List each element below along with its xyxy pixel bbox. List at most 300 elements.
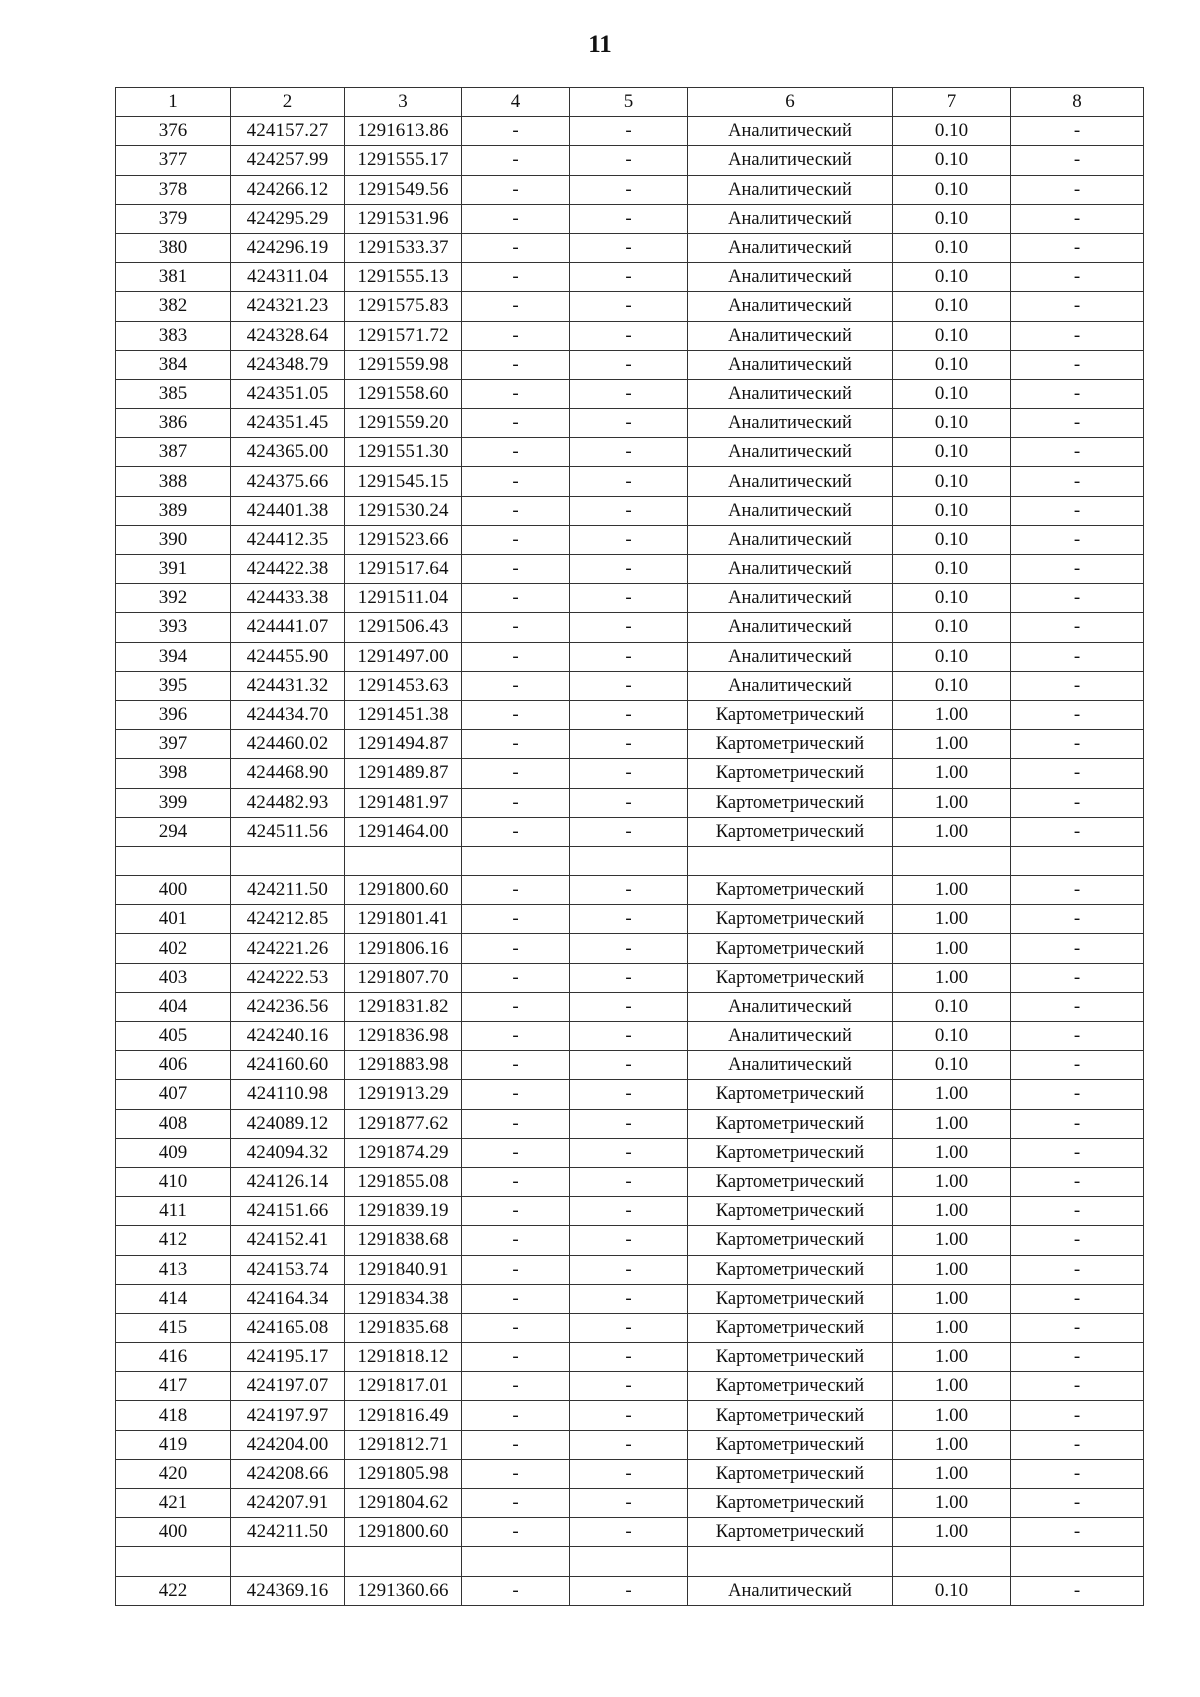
accuracy-cell: 1.00	[893, 759, 1011, 788]
column-8-cell: -	[1011, 438, 1144, 467]
table-row	[116, 1226, 1144, 1255]
accuracy-cell: 0.10	[893, 233, 1011, 262]
y-coordinate-cell: 1291530.24	[345, 496, 462, 525]
column-8-cell: -	[1011, 992, 1144, 1021]
y-coordinate-cell: 1291804.62	[345, 1489, 462, 1518]
column-4-cell: -	[462, 817, 570, 846]
column-5-cell: -	[570, 233, 688, 262]
column-8-cell: -	[1011, 263, 1144, 292]
accuracy-cell: 0.10	[893, 467, 1011, 496]
column-8-cell: -	[1011, 700, 1144, 729]
column-4-cell: -	[462, 233, 570, 262]
column-header-7: 7	[893, 88, 1011, 117]
point-number-cell: 381	[116, 263, 231, 292]
x-coordinate-cell: 424433.38	[231, 584, 345, 613]
column-5-cell: -	[570, 730, 688, 759]
table-row	[116, 117, 1144, 146]
table-row	[116, 1284, 1144, 1313]
x-coordinate-cell: 424240.16	[231, 1022, 345, 1051]
column-5-cell: -	[570, 525, 688, 554]
y-coordinate-cell: 1291834.38	[345, 1284, 462, 1313]
method-cell: Картометрический	[688, 759, 893, 788]
accuracy-cell: 1.00	[893, 1343, 1011, 1372]
table-row	[116, 1343, 1144, 1372]
point-number-cell: 405	[116, 1022, 231, 1051]
column-8-cell: -	[1011, 1401, 1144, 1430]
column-4-cell: -	[462, 204, 570, 233]
x-coordinate-cell: 424482.93	[231, 788, 345, 817]
column-4-cell: -	[462, 963, 570, 992]
table-row	[116, 992, 1144, 1021]
y-coordinate-cell: 1291818.12	[345, 1343, 462, 1372]
method-cell: Картометрический	[688, 1226, 893, 1255]
x-coordinate-cell: 424126.14	[231, 1167, 345, 1196]
column-8-cell: -	[1011, 525, 1144, 554]
accuracy-cell: 1.00	[893, 1226, 1011, 1255]
column-4-cell: -	[462, 1255, 570, 1284]
column-4-cell: -	[462, 1343, 570, 1372]
table-row	[116, 934, 1144, 963]
column-8-cell: -	[1011, 117, 1144, 146]
method-cell: Картометрический	[688, 876, 893, 905]
y-coordinate-cell: 1291806.16	[345, 934, 462, 963]
accuracy-cell: 0.10	[893, 992, 1011, 1021]
table-row	[116, 350, 1144, 379]
column-5-cell	[570, 1547, 688, 1576]
y-coordinate-cell: 1291517.64	[345, 555, 462, 584]
column-4-cell: -	[462, 1138, 570, 1167]
y-coordinate-cell: 1291555.13	[345, 263, 462, 292]
x-coordinate-cell: 424422.38	[231, 555, 345, 584]
x-coordinate-cell: 424089.12	[231, 1109, 345, 1138]
accuracy-cell: 1.00	[893, 1080, 1011, 1109]
column-8-cell: -	[1011, 642, 1144, 671]
column-8-cell: -	[1011, 584, 1144, 613]
table-row	[116, 1255, 1144, 1284]
y-coordinate-cell: 1291559.98	[345, 350, 462, 379]
table-row	[116, 1138, 1144, 1167]
y-coordinate-cell: 1291812.71	[345, 1430, 462, 1459]
method-cell: Аналитический	[688, 525, 893, 554]
column-5-cell: -	[570, 117, 688, 146]
column-header-8: 8	[1011, 88, 1144, 117]
y-coordinate-cell: 1291558.60	[345, 379, 462, 408]
method-cell: Аналитический	[688, 233, 893, 262]
column-4-cell: -	[462, 1167, 570, 1196]
column-4-cell: -	[462, 321, 570, 350]
table-row	[116, 700, 1144, 729]
table-row	[116, 1313, 1144, 1342]
column-header-5: 5	[570, 88, 688, 117]
column-5-cell: -	[570, 321, 688, 350]
point-number-cell: 379	[116, 204, 231, 233]
x-coordinate-cell: 424152.41	[231, 1226, 345, 1255]
x-coordinate-cell: 424211.50	[231, 1518, 345, 1547]
table-row	[116, 584, 1144, 613]
table-row	[116, 1518, 1144, 1547]
column-5-cell: -	[570, 642, 688, 671]
column-8-cell: -	[1011, 233, 1144, 262]
x-coordinate-cell: 424204.00	[231, 1430, 345, 1459]
point-number-cell: 412	[116, 1226, 231, 1255]
method-cell: Картометрический	[688, 905, 893, 934]
method-cell: Картометрический	[688, 1313, 893, 1342]
table-row	[116, 467, 1144, 496]
accuracy-cell: 0.10	[893, 671, 1011, 700]
point-number-cell: 400	[116, 1518, 231, 1547]
method-cell: Аналитический	[688, 321, 893, 350]
column-8-cell: -	[1011, 963, 1144, 992]
column-8-cell: -	[1011, 876, 1144, 905]
column-5-cell: -	[570, 1197, 688, 1226]
x-coordinate-cell: 424511.56	[231, 817, 345, 846]
table-row	[116, 963, 1144, 992]
table-row	[116, 905, 1144, 934]
column-8-cell: -	[1011, 613, 1144, 642]
column-5-cell	[570, 846, 688, 875]
separator-row	[116, 1547, 1144, 1576]
accuracy-cell: 0.10	[893, 555, 1011, 584]
method-cell: Картометрический	[688, 1489, 893, 1518]
column-5-cell: -	[570, 175, 688, 204]
column-5-cell: -	[570, 1226, 688, 1255]
column-5-cell: -	[570, 409, 688, 438]
accuracy-cell: 0.10	[893, 1022, 1011, 1051]
column-5-cell: -	[570, 146, 688, 175]
column-4-cell: -	[462, 1109, 570, 1138]
column-8-cell: -	[1011, 730, 1144, 759]
point-number-cell: 395	[116, 671, 231, 700]
column-4-cell: -	[462, 992, 570, 1021]
method-cell	[688, 1547, 893, 1576]
y-coordinate-cell	[345, 1547, 462, 1576]
x-coordinate-cell: 424157.27	[231, 117, 345, 146]
point-number-cell: 407	[116, 1080, 231, 1109]
column-4-cell: -	[462, 1051, 570, 1080]
y-coordinate-cell: 1291874.29	[345, 1138, 462, 1167]
header-row	[116, 88, 1144, 117]
column-4-cell: -	[462, 1401, 570, 1430]
y-coordinate-cell: 1291816.49	[345, 1401, 462, 1430]
column-header-3: 3	[345, 88, 462, 117]
method-cell: Аналитический	[688, 642, 893, 671]
method-cell: Аналитический	[688, 438, 893, 467]
column-8-cell: -	[1011, 350, 1144, 379]
y-coordinate-cell: 1291497.00	[345, 642, 462, 671]
column-4-cell: -	[462, 467, 570, 496]
column-4-cell: -	[462, 1430, 570, 1459]
y-coordinate-cell: 1291840.91	[345, 1255, 462, 1284]
x-coordinate-cell: 424160.60	[231, 1051, 345, 1080]
column-5-cell: -	[570, 1343, 688, 1372]
x-coordinate-cell: 424208.66	[231, 1459, 345, 1488]
column-5-cell: -	[570, 1372, 688, 1401]
column-4-cell: -	[462, 642, 570, 671]
column-5-cell: -	[570, 1313, 688, 1342]
column-4-cell: -	[462, 730, 570, 759]
point-number-cell: 408	[116, 1109, 231, 1138]
column-4-cell: -	[462, 613, 570, 642]
column-8-cell: -	[1011, 1372, 1144, 1401]
column-4-cell: -	[462, 788, 570, 817]
accuracy-cell: 1.00	[893, 1401, 1011, 1430]
table-row	[116, 1167, 1144, 1196]
column-5-cell: -	[570, 496, 688, 525]
point-number-cell: 391	[116, 555, 231, 584]
table-row	[116, 379, 1144, 408]
accuracy-cell: 0.10	[893, 350, 1011, 379]
column-4-cell: -	[462, 1022, 570, 1051]
column-4-cell: -	[462, 175, 570, 204]
accuracy-cell: 1.00	[893, 1313, 1011, 1342]
x-coordinate-cell: 424434.70	[231, 700, 345, 729]
table-row	[116, 1080, 1144, 1109]
method-cell: Аналитический	[688, 146, 893, 175]
accuracy-cell: 1.00	[893, 1489, 1011, 1518]
accuracy-cell: 1.00	[893, 730, 1011, 759]
x-coordinate-cell: 424195.17	[231, 1343, 345, 1372]
x-coordinate-cell: 424296.19	[231, 233, 345, 262]
table-row	[116, 1576, 1144, 1605]
accuracy-cell: 0.10	[893, 613, 1011, 642]
table-row	[116, 1372, 1144, 1401]
y-coordinate-cell: 1291559.20	[345, 409, 462, 438]
y-coordinate-cell: 1291533.37	[345, 233, 462, 262]
table-row	[116, 642, 1144, 671]
column-8-cell: -	[1011, 1255, 1144, 1284]
y-coordinate-cell: 1291839.19	[345, 1197, 462, 1226]
y-coordinate-cell: 1291913.29	[345, 1080, 462, 1109]
column-4-cell: -	[462, 496, 570, 525]
column-4-cell: -	[462, 350, 570, 379]
table-row	[116, 817, 1144, 846]
method-cell: Аналитический	[688, 263, 893, 292]
x-coordinate-cell: 424311.04	[231, 263, 345, 292]
column-8-cell: -	[1011, 1197, 1144, 1226]
x-coordinate-cell: 424110.98	[231, 1080, 345, 1109]
column-8-cell: -	[1011, 1109, 1144, 1138]
y-coordinate-cell: 1291800.60	[345, 1518, 462, 1547]
accuracy-cell: 0.10	[893, 1051, 1011, 1080]
method-cell: Картометрический	[688, 817, 893, 846]
accuracy-cell: 0.10	[893, 496, 1011, 525]
column-5-cell: -	[570, 759, 688, 788]
point-number-cell: 414	[116, 1284, 231, 1313]
accuracy-cell: 1.00	[893, 1459, 1011, 1488]
column-4-cell: -	[462, 1372, 570, 1401]
table-row	[116, 525, 1144, 554]
accuracy-cell: 1.00	[893, 1197, 1011, 1226]
method-cell: Картометрический	[688, 788, 893, 817]
column-4-cell: -	[462, 1459, 570, 1488]
column-4-cell: -	[462, 1226, 570, 1255]
column-8-cell: -	[1011, 1343, 1144, 1372]
point-number-cell: 421	[116, 1489, 231, 1518]
method-cell: Аналитический	[688, 613, 893, 642]
accuracy-cell: 0.10	[893, 642, 1011, 671]
column-5-cell: -	[570, 1576, 688, 1605]
accuracy-cell: 1.00	[893, 1109, 1011, 1138]
point-number-cell: 393	[116, 613, 231, 642]
y-coordinate-cell: 1291831.82	[345, 992, 462, 1021]
column-5-cell: -	[570, 292, 688, 321]
column-8-cell: -	[1011, 1022, 1144, 1051]
table-row	[116, 671, 1144, 700]
table-row	[116, 321, 1144, 350]
point-number-cell: 409	[116, 1138, 231, 1167]
column-4-cell: -	[462, 1080, 570, 1109]
point-number-cell: 418	[116, 1401, 231, 1430]
point-number-cell: 377	[116, 146, 231, 175]
accuracy-cell: 1.00	[893, 876, 1011, 905]
x-coordinate-cell: 424151.66	[231, 1197, 345, 1226]
column-4-cell: -	[462, 671, 570, 700]
point-number-cell: 401	[116, 905, 231, 934]
method-cell: Картометрический	[688, 1138, 893, 1167]
x-coordinate-cell: 424460.02	[231, 730, 345, 759]
column-4-cell: -	[462, 146, 570, 175]
accuracy-cell: 0.10	[893, 175, 1011, 204]
column-header-4: 4	[462, 88, 570, 117]
accuracy-cell: 1.00	[893, 788, 1011, 817]
method-cell: Аналитический	[688, 467, 893, 496]
x-coordinate-cell: 424236.56	[231, 992, 345, 1021]
table-row	[116, 409, 1144, 438]
point-number-cell: 384	[116, 350, 231, 379]
point-number-cell: 420	[116, 1459, 231, 1488]
column-4-cell: -	[462, 525, 570, 554]
accuracy-cell: 1.00	[893, 1138, 1011, 1167]
y-coordinate-cell: 1291817.01	[345, 1372, 462, 1401]
x-coordinate-cell: 424221.26	[231, 934, 345, 963]
column-5-cell: -	[570, 934, 688, 963]
table-row	[116, 876, 1144, 905]
point-number-cell: 410	[116, 1167, 231, 1196]
column-5-cell: -	[570, 438, 688, 467]
accuracy-cell: 1.00	[893, 1430, 1011, 1459]
column-5-cell: -	[570, 817, 688, 846]
column-8-cell: -	[1011, 555, 1144, 584]
separator-row	[116, 846, 1144, 875]
method-cell: Картометрический	[688, 1518, 893, 1547]
point-number-cell	[116, 1547, 231, 1576]
column-8-cell: -	[1011, 1080, 1144, 1109]
point-number-cell: 411	[116, 1197, 231, 1226]
column-8-cell: -	[1011, 467, 1144, 496]
accuracy-cell: 0.10	[893, 584, 1011, 613]
method-cell: Аналитический	[688, 992, 893, 1021]
column-5-cell: -	[570, 204, 688, 233]
point-number-cell: 397	[116, 730, 231, 759]
column-4-cell: -	[462, 1518, 570, 1547]
column-5-cell: -	[570, 1401, 688, 1430]
column-5-cell: -	[570, 905, 688, 934]
point-number-cell: 387	[116, 438, 231, 467]
point-number-cell: 403	[116, 963, 231, 992]
column-8-cell: -	[1011, 496, 1144, 525]
x-coordinate-cell	[231, 846, 345, 875]
column-8-cell: -	[1011, 1459, 1144, 1488]
x-coordinate-cell: 424164.34	[231, 1284, 345, 1313]
x-coordinate-cell: 424375.66	[231, 467, 345, 496]
method-cell: Картометрический	[688, 1284, 893, 1313]
x-coordinate-cell: 424369.16	[231, 1576, 345, 1605]
column-4-cell: -	[462, 555, 570, 584]
accuracy-cell	[893, 846, 1011, 875]
y-coordinate-cell: 1291800.60	[345, 876, 462, 905]
point-number-cell: 398	[116, 759, 231, 788]
point-number-cell: 376	[116, 117, 231, 146]
column-8-cell: -	[1011, 175, 1144, 204]
method-cell: Аналитический	[688, 1022, 893, 1051]
point-number-cell: 400	[116, 876, 231, 905]
point-number-cell: 416	[116, 1343, 231, 1372]
method-cell: Аналитический	[688, 1576, 893, 1605]
table-row	[116, 1022, 1144, 1051]
x-coordinate-cell: 424165.08	[231, 1313, 345, 1342]
y-coordinate-cell: 1291494.87	[345, 730, 462, 759]
column-5-cell: -	[570, 1518, 688, 1547]
x-coordinate-cell: 424222.53	[231, 963, 345, 992]
column-5-cell: -	[570, 1430, 688, 1459]
x-coordinate-cell: 424257.99	[231, 146, 345, 175]
column-4-cell: -	[462, 1489, 570, 1518]
y-coordinate-cell: 1291836.98	[345, 1022, 462, 1051]
column-5-cell: -	[570, 1080, 688, 1109]
accuracy-cell: 0.10	[893, 292, 1011, 321]
column-4-cell: -	[462, 292, 570, 321]
accuracy-cell: 0.10	[893, 438, 1011, 467]
x-coordinate-cell: 424211.50	[231, 876, 345, 905]
column-5-cell: -	[570, 1284, 688, 1313]
accuracy-cell: 1.00	[893, 700, 1011, 729]
column-8-cell: -	[1011, 1576, 1144, 1605]
column-4-cell: -	[462, 905, 570, 934]
table-row	[116, 204, 1144, 233]
table-body	[116, 117, 1144, 1606]
accuracy-cell: 1.00	[893, 963, 1011, 992]
method-cell: Картометрический	[688, 1343, 893, 1372]
column-8-cell: -	[1011, 1284, 1144, 1313]
method-cell: Аналитический	[688, 379, 893, 408]
y-coordinate-cell: 1291531.96	[345, 204, 462, 233]
column-5-cell: -	[570, 1255, 688, 1284]
table-row	[116, 263, 1144, 292]
method-cell: Аналитический	[688, 117, 893, 146]
accuracy-cell: 1.00	[893, 1284, 1011, 1313]
x-coordinate-cell: 424468.90	[231, 759, 345, 788]
y-coordinate-cell: 1291511.04	[345, 584, 462, 613]
column-5-cell: -	[570, 1022, 688, 1051]
column-header-1: 1	[116, 88, 231, 117]
table-row	[116, 1430, 1144, 1459]
method-cell: Картометрический	[688, 1197, 893, 1226]
point-number-cell: 399	[116, 788, 231, 817]
point-number-cell: 382	[116, 292, 231, 321]
column-5-cell: -	[570, 467, 688, 496]
accuracy-cell: 0.10	[893, 263, 1011, 292]
point-number-cell: 417	[116, 1372, 231, 1401]
accuracy-cell: 1.00	[893, 905, 1011, 934]
method-cell: Аналитический	[688, 409, 893, 438]
column-8-cell: -	[1011, 1313, 1144, 1342]
column-8-cell: -	[1011, 759, 1144, 788]
column-8-cell	[1011, 846, 1144, 875]
y-coordinate-cell: 1291549.56	[345, 175, 462, 204]
y-coordinate-cell: 1291551.30	[345, 438, 462, 467]
method-cell: Картометрический	[688, 730, 893, 759]
method-cell: Аналитический	[688, 671, 893, 700]
